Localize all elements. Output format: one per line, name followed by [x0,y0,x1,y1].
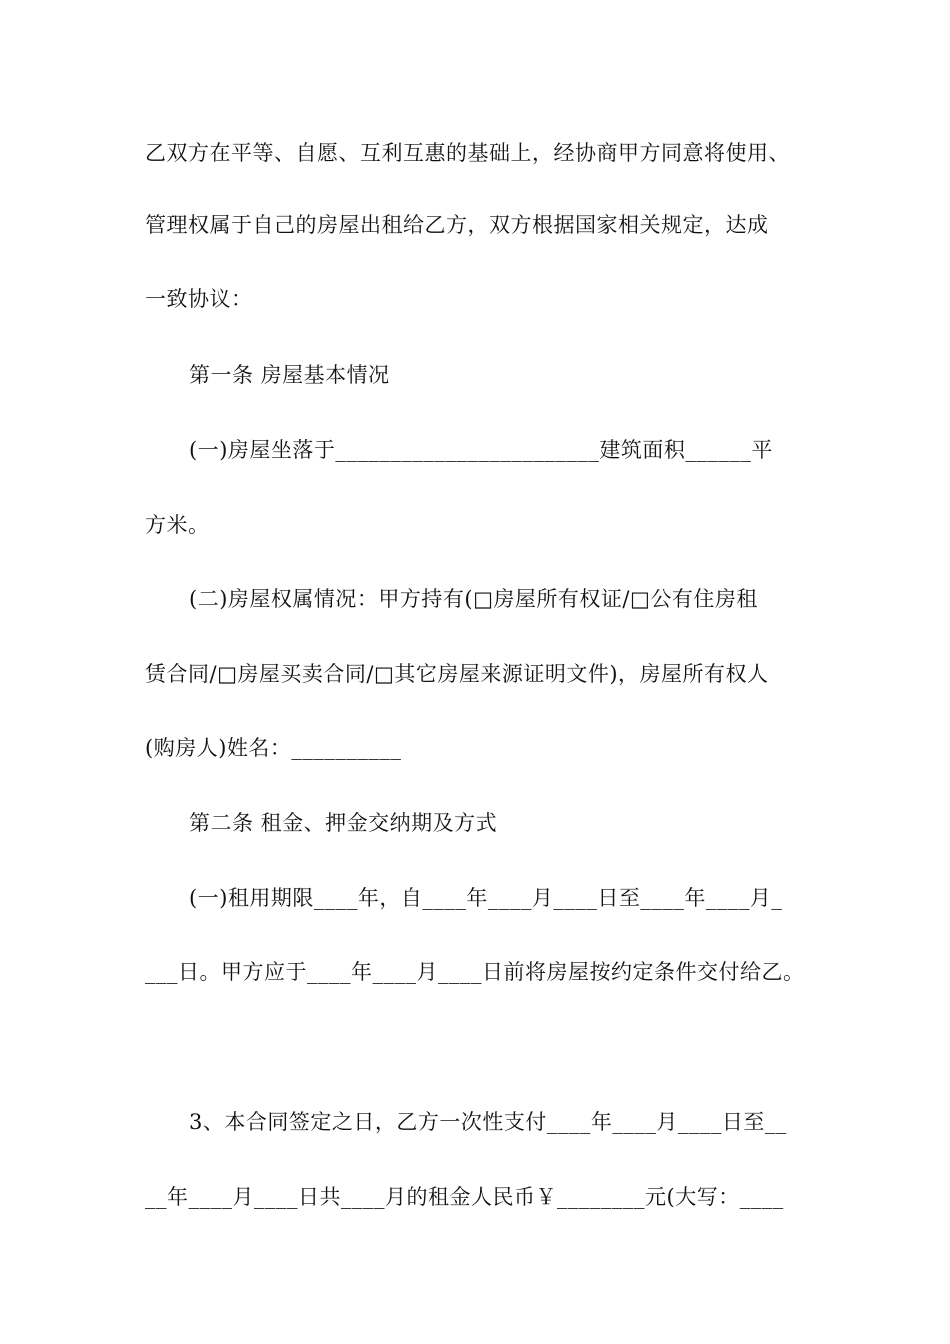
paragraph-line: ___日。甲方应于____年____月____日前将房屋按约定条件交付给乙。 [145,960,805,984]
paragraph-line: (一)房屋坐落于________________________建筑面积______平 [189,438,773,462]
paragraph-line: (一)租用期限____年，自____年____月____日至____年____月_ [189,886,783,910]
paragraph-line: __年____月____日共____月的租金人民币￥________元(大写：____ [145,1185,784,1209]
paragraph-line: (购房人)姓名：__________ [145,736,402,760]
paragraph-line: 方米。 [145,513,210,537]
paragraph-line: 乙双方在平等、自愿、互利互惠的基础上，经协商甲方同意将使用、 [145,141,790,165]
paragraph-line: 赁合同/□房屋买卖合同/□其它房屋来源证明文件)，房屋所有权人 [145,662,769,686]
article-heading-2: 第二条 租金、押金交纳期及方式 [189,811,498,835]
paragraph-line: (二)房屋权属情况：甲方持有(□房屋所有权证/□公有住房租 [189,587,758,611]
paragraph-line: 管理权属于自己的房屋出租给乙方，双方根据国家相关规定，达成 [145,213,769,237]
paragraph-line: 一致协议： [145,287,253,311]
article-heading-1: 第一条 房屋基本情况 [189,363,390,387]
paragraph-line: 3、本合同签定之日，乙方一次性支付____年____月____日至__ [189,1110,787,1134]
